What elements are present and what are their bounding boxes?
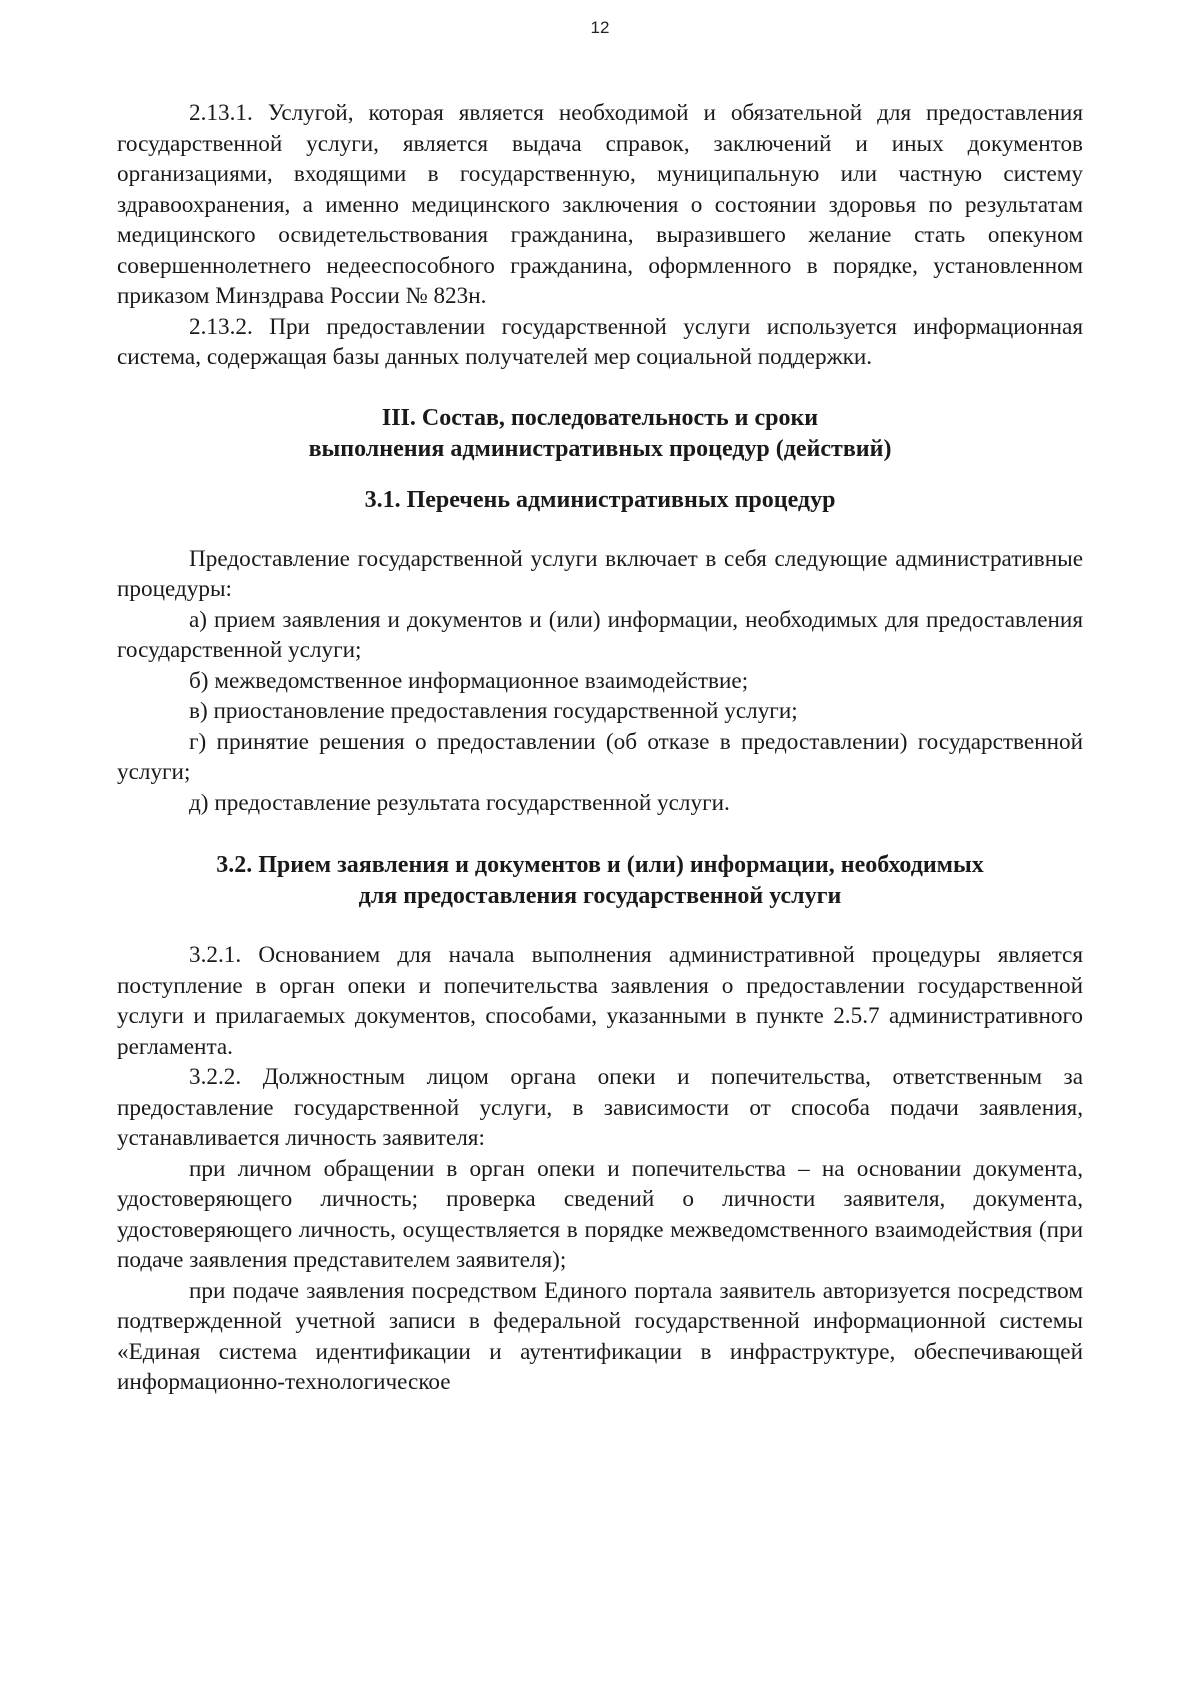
procedure-item-g: г) принятие решения о предоставлении (об отказе в предоставлении) государственной услуги; bbox=[117, 728, 1083, 785]
procedure-item-b: б) межведомственное информационное взаимодействие; bbox=[189, 667, 749, 694]
page-number: 12 bbox=[590, 18, 610, 37]
document-body bbox=[117, 98, 1083, 1398]
paragraph-personal-visit: при личном обращении в орган опеки и попечительства – на основании документа, удостоверяющего личность; проверка сведений о личности заявителя, документа, удостоверяющего личность, осуществляется в порядке межведомственного взаимодействия (при подаче заявления представителем заявителя); bbox=[117, 1155, 1083, 1273]
procedure-item-v: в) приостановление предоставления государственной услуги; bbox=[189, 698, 798, 724]
section-3-2-heading-line-2: для предоставления государственной услуги bbox=[358, 883, 842, 909]
paragraph-portal-submission: при подаче заявления посредством Единого портала заявитель авторизуется посредством подтвержденной учетной записи в федеральной государственной информационной системы «Единая система идентификации и аутентификации в инфраструктуре, обеспечивающей информационно-технологическое bbox=[117, 1277, 1083, 1395]
section-3-heading-line-1: III. Состав, последовательность и сроки bbox=[381, 404, 819, 431]
procedure-item-d: д) предоставление результата государственной услуги. bbox=[189, 789, 730, 816]
paragraph-3-2-1: 3.2.1. Основанием для начала выполнения административной процедуры является поступление в орган опеки и попечительства заявления о предоставлении государственной услуги и прилагаемых документов, способами, указанными в пункте 2.5.7 административного регламента. bbox=[117, 942, 1083, 1060]
procedure-item-a: а) прием заявления и документов и (или) информации, необходимых для предоставления государственной услуги; bbox=[117, 606, 1083, 663]
section-3-heading-line-2: выполнения административных процедур (действий) bbox=[308, 435, 892, 462]
paragraph-3-2-2: 3.2.2. Должностным лицом органа опеки и попечительства, ответственным за предоставление государственной услуги, в зависимости от способа подачи заявления, устанавливается личность заявителя: bbox=[117, 1064, 1083, 1151]
section-3-1-heading: 3.1. Перечень административных процедур bbox=[364, 486, 836, 513]
section-3-2-heading bbox=[117, 850, 1083, 912]
paragraph-2-13-1: 2.13.1. Услугой, которая является необходимой и обязательной для предоставления государственной услуги, является выдача справок, заключений и иных документов организациями, входящими в государственную, муниципальную или частную систему здравоохранения, а именно медицинского заключения о состоянии здоровья по результатам медицинского освидетельствования гражданина, выразившего желание стать опекуном совершеннолетнего недееспособного гражданина, оформленного в порядке, установленном приказом Минздрава России № 823н. bbox=[117, 100, 1083, 309]
section-3-heading bbox=[117, 403, 1083, 465]
section-3-1-intro: Предоставление государственной услуги включает в себя следующие административные процедуры: bbox=[117, 545, 1083, 602]
paragraph-2-13-2: 2.13.2. При предоставлении государственной услуги используется информационная система, содержащая базы данных получателей мер социальной поддержки. bbox=[117, 313, 1083, 370]
section-3-2-heading-line-1: 3.2. Прием заявления и документов и (или) информации, необходимых bbox=[216, 852, 984, 878]
